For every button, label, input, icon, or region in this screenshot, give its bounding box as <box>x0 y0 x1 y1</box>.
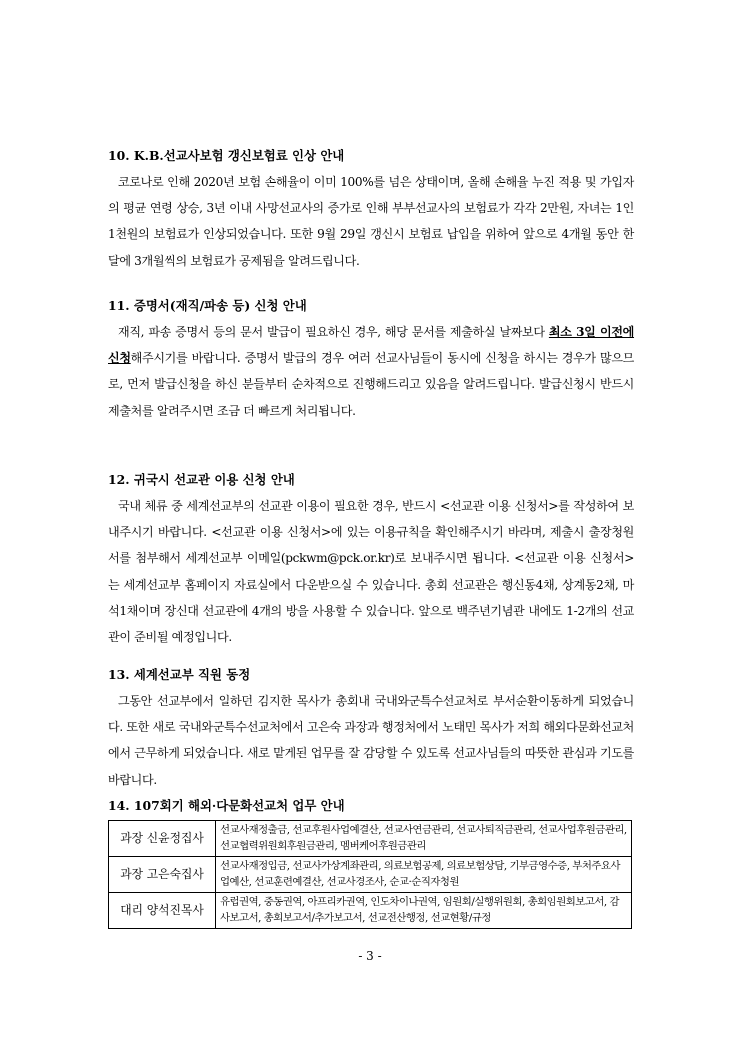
section-body: 국내 체류 중 세계선교부의 선교관 이용이 필요한 경우, 반드시 <선교관 이용 신청서>를 작성하여 보내주시기 바랍니다. <선교관 이용 신청서>에 있는 이용규칙을 확인해주시기 바라며, 제출시 출장청원서를 첨부해서 세계선교부 이메일(pckwm@pck.or.kr)로 보내주시면 됩니다. <선교관 이용 신청서>는 세계선교부 홈페이지 자료실에서 다운받으실 수 있습니다. 총회 선교관은 행신동4채, 상계동2채, 마석1채이며 장신대 선교관에 4개의 방을 사용할 수 있습니다. 앞으로 백주년기념관 내에도 1-2개의 선교관이 준비될 예정입니다. <box>108 499 634 645</box>
section-heading: 11. 증명서(재직/파송 등) 신청 안내 <box>108 298 307 313</box>
deadline-emphasis: 최소 3일 이전에 신청 <box>108 325 635 366</box>
section-body: 코로나로 인해 2020년 보험 손해율이 이미 100%를 넘은 상태이며, 올해 손해율 누진 적용 및 가입자의 평균 연령 상승, 3년 이내 사망선교사의 증가로 인해 부부선교사의 보험료가 각각 2만원, 자녀는 1인 1천원의 보험료가 인상되었습니다. 또한 9월 29일 갱신시 보험료 납입을 위하여 앞으로 4개월 동안 한 달에 3개월씩의 보험료가 공제됨을 알려드립니다. <box>108 175 634 268</box>
table-row <box>109 857 632 893</box>
staff-role: 과장 고은숙집사 <box>109 857 216 893</box>
body-text: 해주시기를 바랍니다. 증명서 발급의 경우 여러 선교사님들이 동시에 신청을 하시는 경우가 많으므로, 먼저 발급신청을 하신 분들부터 순차적으로 진행해드리고 있음을 알려드립니다. 발급신청시 반드시 제출처를 알려주시면 조금 더 빠르게 처리됩니다. <box>108 351 634 418</box>
section-12 <box>108 467 634 650</box>
page-number: - 3 - <box>358 949 382 963</box>
table-row <box>109 821 632 857</box>
table-row <box>109 893 632 929</box>
staff-tasks: 선교사재정입금, 선교사가상계좌관리, 의료보험공제, 의료보험상담, 기부금영수증, 부처주요사업예산, 선교훈련예결산, 선교사경조사, 순교·순직자청원 <box>216 857 632 893</box>
section-13 <box>108 662 634 793</box>
section-heading: 14. 107회기 해외·다문화선교처 업무 안내 <box>108 798 345 813</box>
section-body: 그동안 선교부에서 일하던 김지한 목사가 총회내 국내와군특수선교처로 부서순환이동하게 되었습니다. 또한 새로 국내와군특수선교처에서 고은숙 과장과 행정처에서 노태민 목사가 저희 해외다문화선교처에서 근무하게 되었습니다. 새로 맡게된 업무를 잘 감당할 수 있도록 선교사님들의 따뜻한 관심과 기도를 바랍니다. <box>108 694 634 787</box>
duty-table <box>108 820 632 929</box>
staff-tasks: 유럽권역, 중동권역, 아프리카권역, 인도차이나권역, 임원회/실행위원회, 총회임원회보고서, 감사보고서, 총회보고서/추가보고서, 선교전산행정, 선교현황/규정 <box>216 893 632 929</box>
body-text: 재직, 파송 증명서 등의 문서 발급이 필요하신 경우, 해당 문서를 제출하실 날짜보다 <box>118 325 549 339</box>
staff-role: 대리 양석진목사 <box>109 893 216 929</box>
section-heading: 10. K.B.선교사보험 갱신보험료 인상 안내 <box>108 148 345 163</box>
section-14 <box>108 793 634 819</box>
staff-tasks: 선교사재정출금, 선교후원사업예결산, 선교사연금관리, 선교사퇴직금관리, 선교사업후원금관리, 선교협력위원회후원금관리, 멤버케어후원금관리 <box>216 821 632 857</box>
section-11 <box>108 293 634 424</box>
section-10 <box>108 143 634 274</box>
section-heading: 13. 세계선교부 직원 동정 <box>108 667 251 682</box>
staff-role: 과장 신윤정집사 <box>109 821 216 857</box>
section-body <box>108 319 634 424</box>
section-heading: 12. 귀국시 선교관 이용 신청 안내 <box>108 472 295 487</box>
